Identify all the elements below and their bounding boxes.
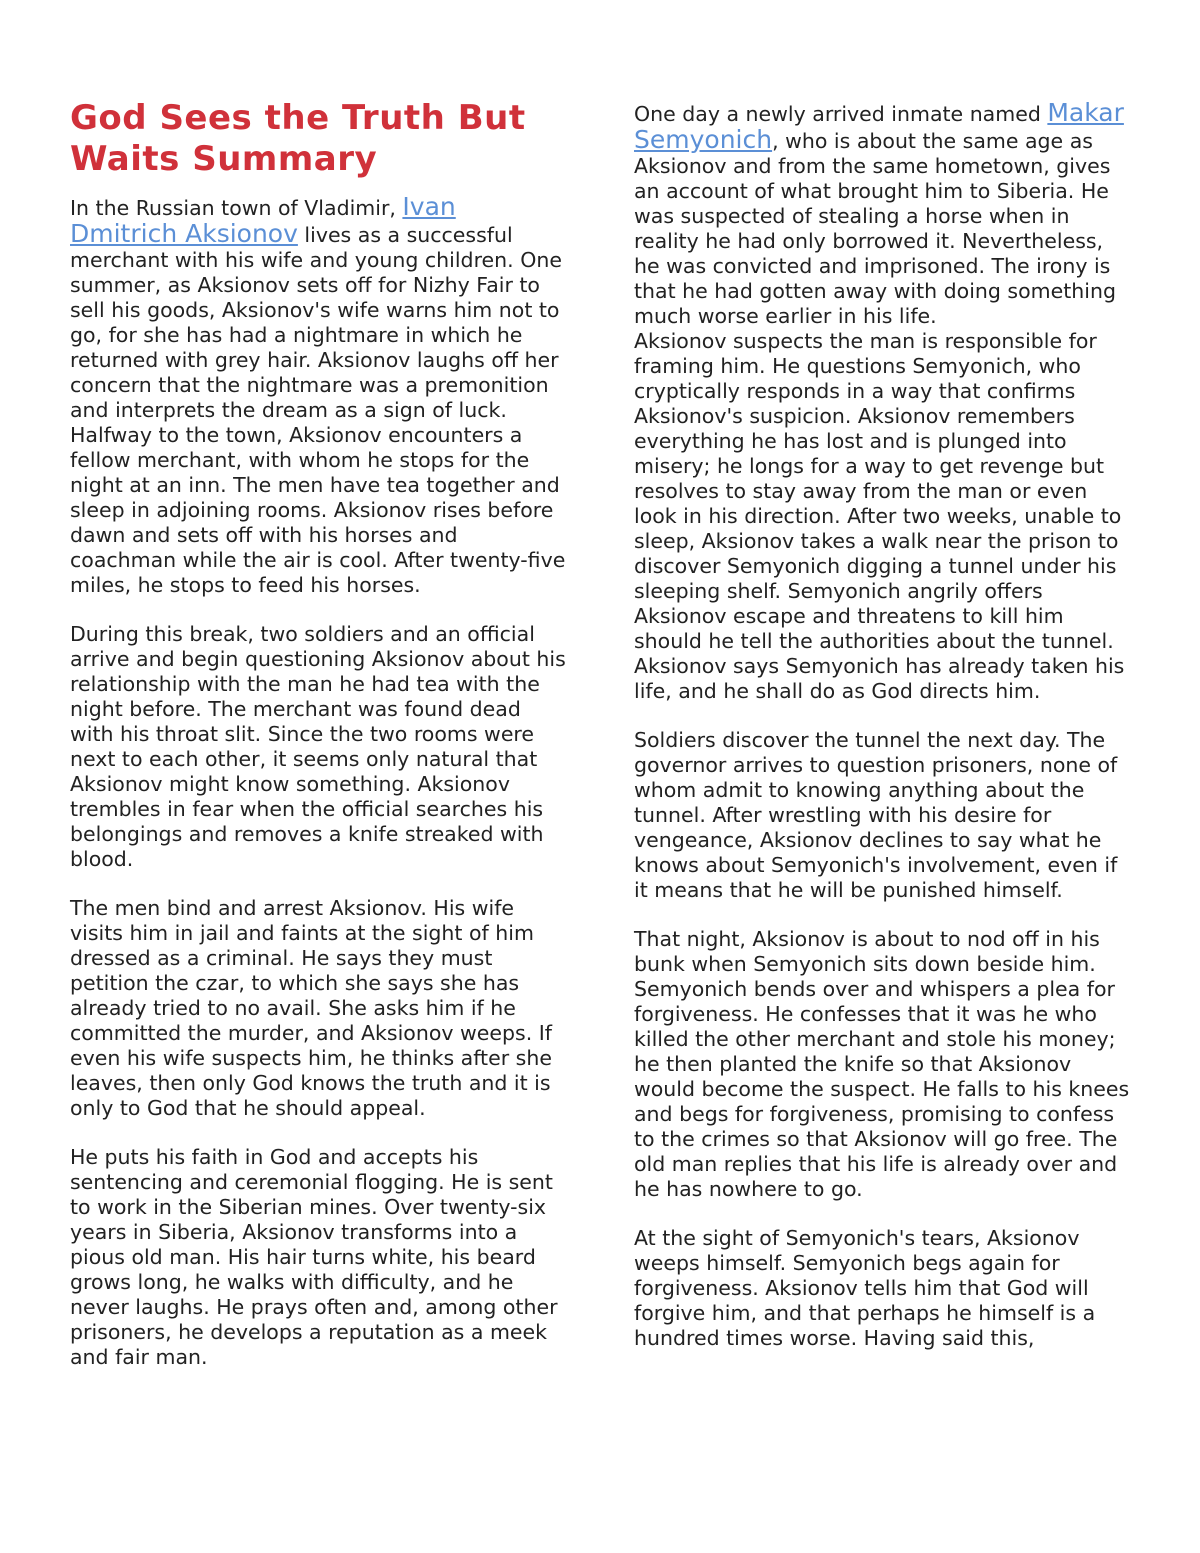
paragraph-intro (70, 194, 570, 423)
paragraph-inn: Halfway to the town, Aksionov encounters a fellow merchant, with whom he stops for the night at an inn. The men have tea together and sleep in adjoining rooms. Aksionov rises before dawn and sets off with his horses and coachman while the air is cool. After twenty-five miles, he stops to feed his horses. (70, 423, 566, 597)
paragraph-intro-lead: In the Russian town of Vladimir, (70, 196, 403, 220)
paragraph-new-inmate (634, 100, 1134, 329)
paragraph-new-inmate-rest: , who is about the same age as Aksionov and from the same hometown, gives an account of what brought him to Siberia. He was suspected of stealing a horse when in reality he had only borrowed it. Nevertheless, he was convicted and imprisoned. The irony is that he had gotten away with doing something much worse earlier in his life. (634, 129, 1116, 328)
paragraph-siberia: He puts his faith in God and accepts his sentencing and ceremonial flogging. He is sent to work in the Siberian mines. Over twenty-six years in Siberia, Aksionov transforms into a pious old man. His hair turns white, his beard grows long, he walks with difficulty, and he never laughs. He prays often and, among other prisoners, he develops a reputation as a meek and fair man. (70, 1145, 558, 1369)
left-column (70, 98, 570, 1370)
paragraph-suspicion: Aksionov suspects the man is responsible for framing him. He questions Semyonich, who cryptically responds in a way that confirms Aksionov's suspicion. Aksionov remembers everything he has lost and is plunged into misery; he longs for a way to get revenge but resolves to stay away from the man or even look in his direction. After two weeks, unable to sleep, Aksionov takes a walk near the prison to discover Semyonich digging a tunnel under his sleeping shelf. Semyonich angrily offers Aksionov escape and threatens to kill him should he tell the authorities about the tunnel. Aksionov says Semyonich has already taken his life, and he shall do as God directs him. (634, 329, 1125, 703)
paragraph-new-inmate-lead: One day a newly arrived inmate named (634, 102, 1048, 126)
paragraph-tunnel: Soldiers discover the tunnel the next day. The governor arrives to question prisoners, none of whom admit to knowing anything about the tunnel. After wrestling with his desire for vengeance, Aksionov declines to say what he knows about Semyonich's involvement, even if it means that he will be punished himself. (634, 728, 1118, 902)
character-link-semyonich[interactable]: Makar Semyonich (634, 98, 1124, 154)
page-title: God Sees the Truth But Waits Summary (70, 98, 526, 179)
paragraph-confession: That night, Aksionov is about to nod off in his bunk when Semyonich sits down beside him. Semyonich bends over and whispers a plea for forgiveness. He confesses that it was he who killed the other merchant and stole his money; he then planted the knife so that Aksionov would become the suspect. He falls to his knees and begs for forgiveness, promising to confess to the crimes so that Aksionov will go free. The old man replies that his life is already over and he has nowhere to go. (634, 927, 1130, 1201)
paragraph-arrest: The men bind and arrest Aksionov. His wife visits him in jail and faints at the sight of him dressed as a criminal. He says they must petition the czar, to which she says she has already tried to no avail. She asks him if he committed the murder, and Aksionov weeps. If even his wife suspects him, he thinks after she leaves, then only God knows the truth and it is only to God that he should appeal. (70, 896, 553, 1120)
right-column (634, 100, 1134, 1351)
paragraph-intro-rest: lives as a successful merchant with his wife and young children. One summer, as Aksionov sets off for Nizhy Fair to sell his goods, Aksionov's wife warns him not to go, for she has had a nightmare in which he returned with grey hair. Aksionov laughs off her concern that the nightmare was a premonition and interprets the dream as a sign of luck. (70, 223, 562, 422)
paragraph-questioning: During this break, two soldiers and an official arrive and begin questioning Aksionov about his relationship with the man he had tea with the night before. The merchant was found dead with his throat slit. Since the two rooms were next to each other, it seems only natural that Aksionov might know something. Aksionov trembles in fear when the official searches his belongings and removes a knife streaked with blood. (70, 622, 566, 871)
character-link-aksionov[interactable]: Ivan Dmitrich Aksionov (70, 192, 456, 248)
paragraph-forgiveness: At the sight of Semyonich's tears, Aksionov weeps himself. Semyonich begs again for forgiveness. Aksionov tells him that God will forgive him, and that perhaps he himself is a hundred times worse. Having said this, (634, 1226, 1096, 1350)
